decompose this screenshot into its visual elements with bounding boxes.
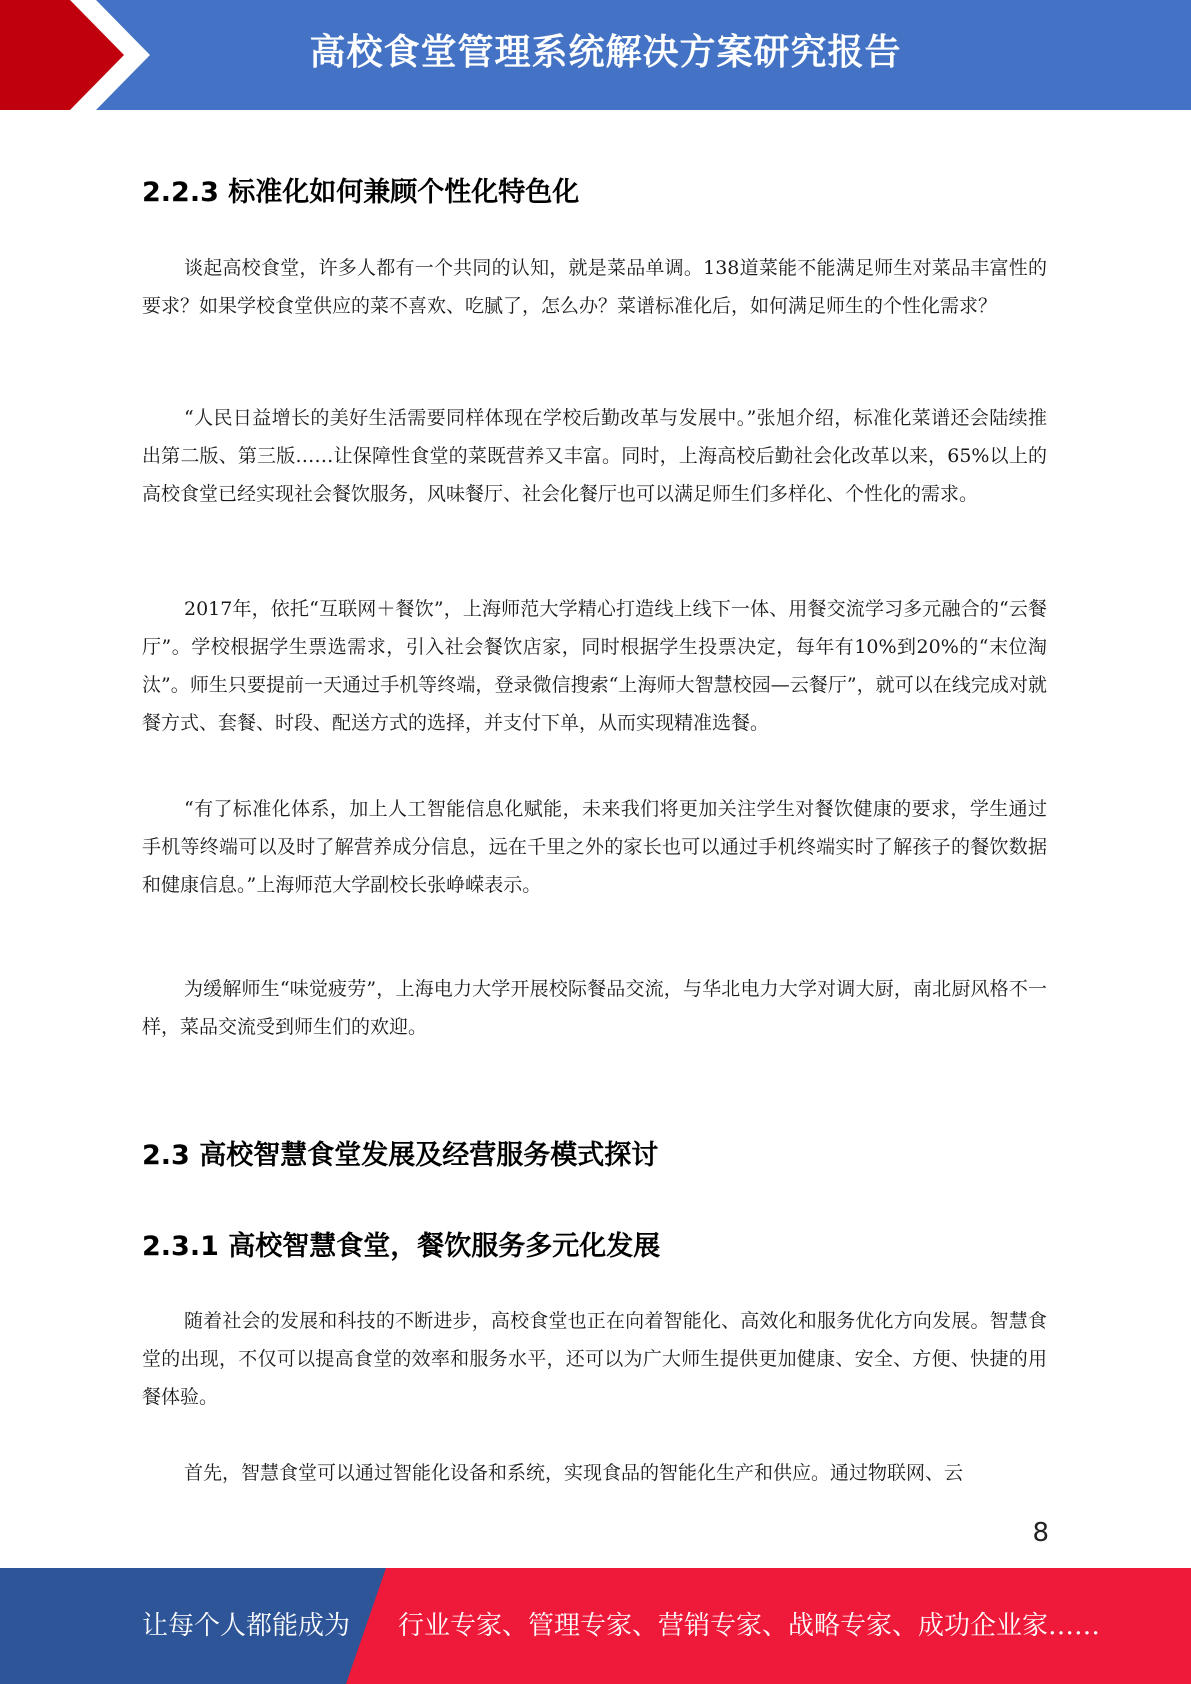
page-footer (0, 1568, 1191, 1684)
page-number: 8 (1032, 1518, 1049, 1548)
paragraph: 谈起高校食堂，许多人都有一个共同的认知，就是菜品单调。138道菜能不能满足师生对菜品丰富性的要求？如果学校食堂供应的菜不喜欢、吃腻了，怎么办？菜谱标准化后，如何满足师生的个性化需求？ (142, 257, 1047, 317)
subsection-heading: 2.3.1 高校智慧食堂，餐饮服务多元化发展 (142, 1231, 661, 1262)
section-heading: 2.3 高校智慧食堂发展及经营服务模式探讨 (142, 1140, 659, 1171)
paragraph: 首先，智慧食堂可以通过智能化设备和系统，实现食品的智能化生产和供应。通过物联网、云 (184, 1462, 964, 1484)
paragraph: 随着社会的发展和科技的不断进步，高校食堂也正在向着智能化、高效化和服务优化方向发展。智慧食堂的出现，不仅可以提高食堂的效率和服务水平，还可以为广大师生提供更加健康、安全、方便、快捷的用餐体验。 (142, 1310, 1047, 1408)
paragraph: 2017年，依托“互联网＋餐饮”，上海师范大学精心打造线上线下一体、用餐交流学习多元融合的“云餐厅”。学校根据学生票选需求，引入社会餐饮店家，同时根据学生投票决定，每年有10%到20%的“末位淘汰”。师生只要提前一天通过手机等终端，登录微信搜索“上海师大智慧校园—云餐厅”，就可以在线完成对就餐方式、套餐、时段、配送方式的选择，并支付下单，从而实现精准选餐。 (142, 598, 1047, 734)
report-title: 高校食堂管理系统解决方案研究报告 (309, 32, 902, 73)
footer-slogan-left: 让每个人都能成为 (142, 1611, 351, 1641)
paragraph: 为缓解师生“味觉疲劳”，上海电力大学开展校际餐品交流，与华北电力大学对调大厨，南北厨风格不一样，菜品交流受到师生们的欢迎。 (142, 978, 1047, 1038)
paragraph: “有了标准化体系，加上人工智能信息化赋能，未来我们将更加关注学生对餐饮健康的要求，学生通过手机等终端可以及时了解营养成分信息，远在千里之外的家长也可以通过手机终端实时了解孩子的餐饮数据和健康信息。”上海师范大学副校长张峥嵘表示。 (142, 798, 1047, 896)
footer-slogan-right: 行业专家、管理专家、营销专家、战略专家、成功企业家…… (398, 1611, 1101, 1641)
section-heading: 2.2.3 标准化如何兼顾个性化特色化 (142, 177, 580, 208)
paragraph: “人民日益增长的美好生活需要同样体现在学校后勤改革与发展中。”张旭介绍，标准化菜谱还会陆续推出第二版、第三版……让保障性食堂的菜既营养又丰富。同时，上海高校后勤社会化改革以来，65%以上的高校食堂已经实现社会餐饮服务，风味餐厅、社会化餐厅也可以满足师生们多样化、个性化的需求。 (142, 407, 1047, 505)
page-header (0, 0, 1191, 110)
